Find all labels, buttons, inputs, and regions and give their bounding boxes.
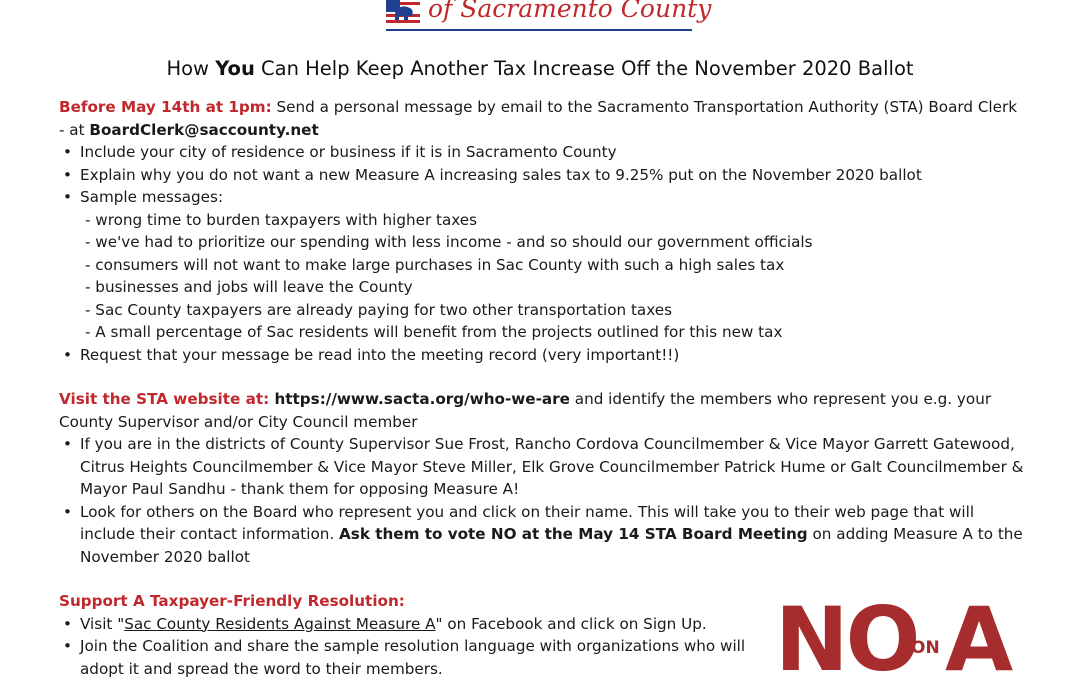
section1-intro [59, 96, 1024, 141]
list-item-emphasis: Ask them to vote NO at the May 14 STA Board Meeting [339, 525, 808, 543]
page-title [0, 57, 1080, 80]
list-item: • Explain why you do not want a new Measure A increasing sales tax to 9.25% put on the November 2020 ballot [59, 164, 1024, 187]
sta-website-link[interactable]: https://www.sacta.org/who-we-are [269, 390, 570, 408]
sample-message: - A small percentage of Sac residents will benefit from the projects outlined for this new tax [85, 323, 783, 341]
section2-intro-text: and identify the members who represent you e.g. your County Supervisor and/or City Council member [59, 390, 992, 431]
logo-underline [386, 29, 692, 31]
header-logo [380, 0, 710, 32]
logo-text: of Sacramento County [428, 0, 712, 23]
list-item-text-end: " on Facebook and click on Sign Up. [435, 614, 707, 633]
section2-intro [59, 388, 1024, 433]
spacer [59, 568, 1024, 590]
badge-on: ON [911, 638, 940, 658]
no-on-a-badge [775, 588, 1035, 691]
badge-a: A [945, 588, 1014, 691]
sample-message: - wrong time to burden taxpayers with higher taxes [85, 210, 478, 229]
board-clerk-email-link[interactable]: BoardClerk@saccounty.net [89, 120, 319, 139]
list-item-text: Visit " [80, 614, 125, 633]
badge-no: NO [775, 588, 918, 691]
list-item [59, 613, 780, 636]
sample-message: - we've had to prioritize our spending with less income - and so should our government officials [85, 233, 813, 251]
sample-message: - businesses and jobs will leave the County [85, 278, 413, 296]
section3-heading: Support A Taxpayer-Friendly Resolution: [59, 592, 405, 610]
list-item: • If you are in the districts of County Supervisor Sue Frost, Rancho Cordova Councilmember & Vice Mayor Garrett Gatewood, Citrus Heights Councilmember & Vice Mayor Steve Miller, Elk Grove Councilmember Patrick Hume or Galt Councilmember & Mayor Paul Sandhu - thank them for opposing Measure A! [59, 433, 1024, 501]
list-item: • Request that your message be read into the meeting record (very important!!) [59, 344, 1024, 367]
list-item-text: Look for others on the Board who represent you and click on their name. This will take you to their web page that will include their contact information. [80, 502, 975, 543]
sample-message: - Sac County taxpayers are already paying for two other transportation taxes [85, 300, 672, 319]
section1-list [59, 141, 1024, 366]
section1-heading: Before May 14th at 1pm: [59, 98, 272, 116]
sample-message: - consumers will not want to make large purchases in Sac County with such a high sales tax [85, 255, 785, 274]
list-item [59, 501, 1024, 569]
title-text-end: Can Help Keep Another Tax Increase Off the November 2020 Ballot [254, 57, 914, 80]
list-item: • Include your city of residence or business if it is in Sacramento County [59, 141, 1024, 164]
title-emphasis: You [215, 57, 255, 80]
flag-elephant-logo-icon [386, 0, 420, 24]
list-item: • Join the Coalition and share the sample resolution language with organizations who will adopt it and spread the word to their members. [59, 635, 780, 680]
spacer [59, 366, 1024, 388]
list-item: • Sample messages: [59, 186, 1024, 209]
section2-heading: Visit the STA website at: [59, 390, 270, 408]
list-item-text-end: on adding Measure A to the November 2020 ballot [80, 525, 1023, 566]
section1-intro-text: Send a personal message by email to the Sacramento Transportation Authority (STA) Board Clerk - at [59, 98, 1018, 139]
title-text-start: How [166, 57, 216, 80]
section2-list [59, 433, 1024, 568]
facebook-group-link[interactable]: Sac County Residents Against Measure A [124, 614, 436, 633]
